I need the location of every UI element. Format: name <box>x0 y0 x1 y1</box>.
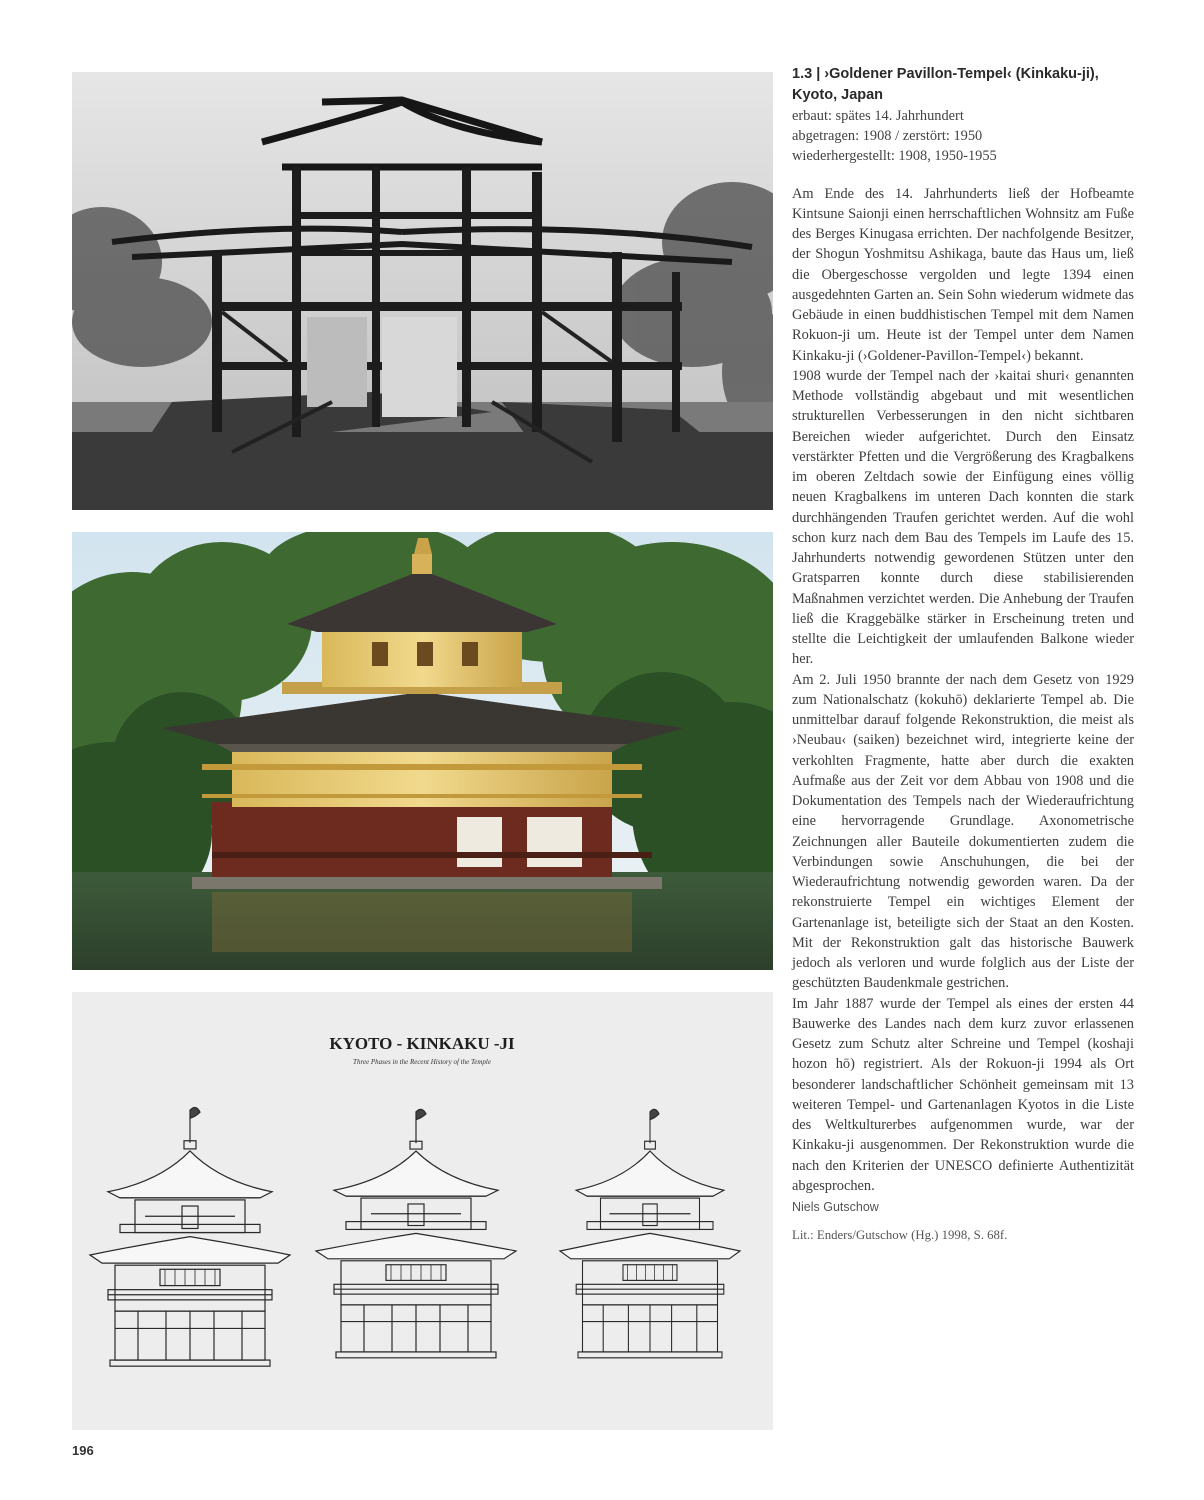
author-name: Niels Gutschow <box>792 1200 879 1215</box>
caption-separator: | <box>812 66 825 82</box>
drawing-subtitle: Three Phases in the Recent History of the Temple <box>353 1058 491 1066</box>
literature-reference: Lit.: Enders/Gutschow (Hg.) 1998, S. 68f. <box>792 1228 1008 1243</box>
caption-title <box>792 64 1134 106</box>
caption-title-line1: ›Goldener Pavillon-Tempel‹ (Kinkaku-ji), <box>824 66 1099 82</box>
paragraph: 1908 wurde der Tempel nach der ›kaitai shuri‹ genannten Methode vollständig abgebaut und mit wesentlichen strukturellen Verbesserungen in den nicht sichtbaren Bereichen wieder aufgerichtet. Durch den Einsatz verstärkter Pfetten und die Vergrößerung des Kragbalkens im oberen Zeltdach sowie der Einfügung eines völlig neuen Kragbalkens im unteren Dach konnten die stark durchhängenden Traufen gerichtet werden. Auf die wohl schon kurz nach dem Bau des Tempels im Laufe des 15. Jahrhunderts notwendig gewordenen Stützen unter den Gratsparren konnte durch diese stabilisierenden Maßnahmen verzichtet werden. Die Anhebung der Traufen ließ die Kraggebälke stärker in Erscheinung treten und stellte die Leichtigkeit der umlaufenden Balkone wieder her. <box>792 367 1134 668</box>
drawing-title: KYOTO - KINKAKU -JI <box>329 1034 515 1053</box>
body-text <box>792 184 1134 1197</box>
caption-meta <box>792 106 1134 167</box>
caption-title-line2: Kyoto, Japan <box>792 87 884 103</box>
paragraph: Am Ende des 14. Jahrhunderts ließ der Hofbeamte Kintsune Saionji einen herrschaftlichen Wohnsitz am Fuße des Berges Kinugasa errichten. Der nachfolgende Besitzer, der Shogun Yoshmitsu Ashikaga, baute das Haus um, ließ die Obergeschosse vergolden und legte 1394 einen ausgedehnten Garten an. Sein Sohn wiederum widmete das Gebäude in einen buddhistischen Tempel mit dem Namen Rokuon-ji um. Heute ist der Tempel unter dem Namen Kinkaku-ji (›Goldener-Pavillon-Tempel‹) bekannt. <box>792 185 1134 364</box>
meta-restored: wiederhergestellt: 1908, 1950-1955 <box>792 148 997 165</box>
caption-number: 1.3 <box>792 66 813 82</box>
photo-golden-pavilion <box>72 532 773 970</box>
meta-built: erbaut: spätes 14. Jahrhundert <box>792 108 964 124</box>
paragraph: Am 2. Juli 1950 brannte der nach dem Gesetz von 1929 zum Nationalschatz (kokuhō) deklarierte Tempel ab. Die unmittelbar darauf folgende Rekonstruktion, die meist als ›Neubau‹ (saiken) bezeichnet wird, integrierte keine der verkohlten Fragmente, hatte aber durch die exakten Aufmaße aus der Zeit vor dem Abbau von 1908 und die Dokumentation des Tempels nach der Wiederaufrichtung eine hervorragende Grundlage. Axonometrische Zeichnungen aller Bauteile dokumentierten zudem die Verbindungen sowie Anschuhungen, die bei der Wiederaufrichtung notwendig geworden waren. Da der rekonstruierte Tempel ein wichtiges Element der Gartenanlage ist, beteiligte sich der Staat an den Kosten. Mit der Rekonstruktion galt das historische Bauwerk jedoch als verloren und wurde folglich aus der Liste der geschützten Baudenkmale gestrichen. <box>792 671 1134 992</box>
page-number: 196 <box>72 1443 94 1458</box>
meta-dismantled: abgetragen: 1908 / zerstört: 1950 <box>792 128 983 145</box>
text-column <box>792 64 1134 1244</box>
photo-dismantled-temple <box>72 72 773 510</box>
drawing-three-phases <box>72 992 773 1430</box>
paragraph: Im Jahr 1887 wurde der Tempel als eines der ersten 44 Bauwerke des Landes nach dem kurz zuvor erlassenen Gesetz zum Schutz alter Schreine und Tempel (koshaji hozon hō) registriert. Als der Rokuon-ji 1994 als Ort besonderer landschaftlicher Schönheit gemeinsam mit 13 weiteren Tempel- und Gartenanlagen Kyotos in die Liste des Weltkulturerbes aufgenommen wurde, war der Kinkaku-ji ausgenommen. Der Rekonstruktion wurde die nach den Kriterien der UNESCO definierte Authentizität abgesprochen. <box>792 995 1134 1194</box>
